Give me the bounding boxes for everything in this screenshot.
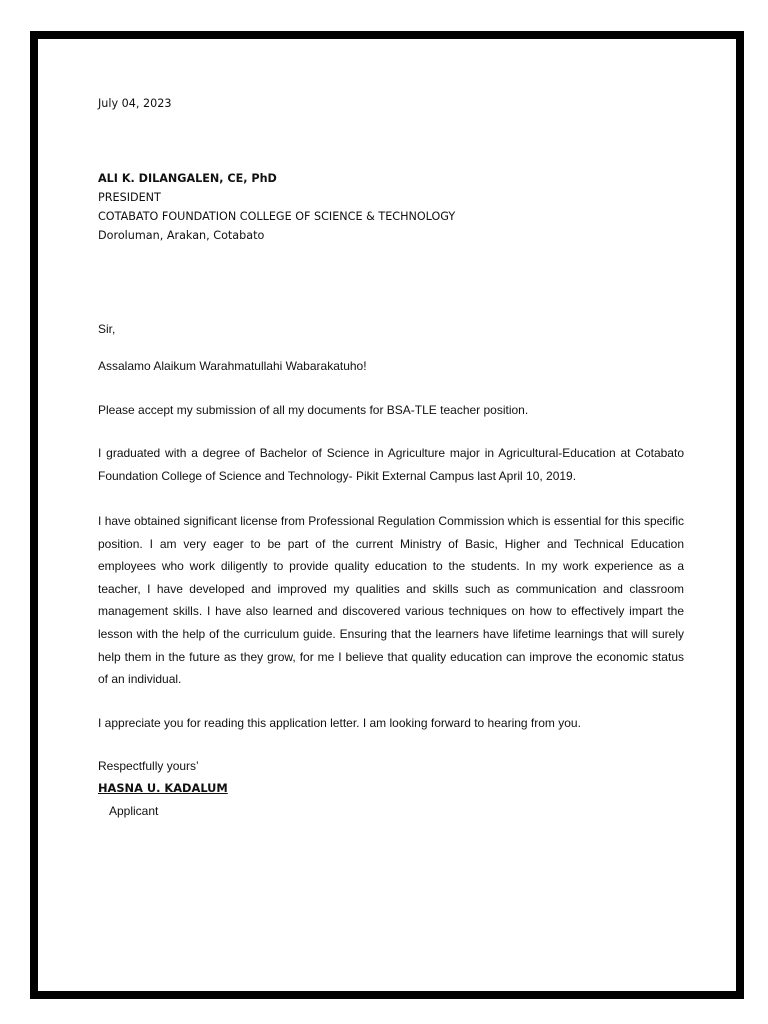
paragraph-closing: I appreciate you for reading this application letter. I am looking forward to hearing from you. xyxy=(98,716,581,730)
paragraph-submission: Please accept my submission of all my documents for BSA-TLE teacher position. xyxy=(98,403,529,417)
salutation: Sir, xyxy=(98,322,116,336)
closing-phrase: Respectfully yours’ xyxy=(98,759,199,773)
recipient-name: ALI K. DILANGALEN, CE, PhD xyxy=(98,172,277,185)
recipient-title: PRESIDENT xyxy=(98,191,161,204)
recipient-institution: COTABATO FOUNDATION COLLEGE OF SCIENCE & TECHNOLOGY xyxy=(98,210,456,223)
paragraph-education: I graduated with a degree of Bachelor of Science in Agriculture major in Agricultural-Education at Cotabato Foundation College of Science and Technology- Pikit External Campus last April 10, 2019. xyxy=(98,446,684,483)
letter-date: July 04, 2023 xyxy=(98,97,172,110)
document-frame xyxy=(30,31,744,999)
greeting: Assalamo Alaikum Warahmatullahi Wabarakatuho! xyxy=(98,359,367,373)
paragraph-experience: I have obtained significant license from Professional Regulation Commission which is essential for this specific position. I am very eager to be part of the current Ministry of Basic, Higher and Technical Education employees who work diligently to provide quality education to the students. In my work experience as a teacher, I have developed and improved my qualities and skills such as communication and classroom management skills. I have also learned and discovered various techniques on how to effectively impart the lesson with the help of the curriculum guide. Ensuring that the learners have lifetime learnings that will surely help them in the future as they grow, for me I believe that quality education can improve the economic status of an individual. xyxy=(98,514,684,687)
signatory-role: Applicant xyxy=(109,804,159,818)
recipient-address: Doroluman, Arakan, Cotabato xyxy=(98,229,265,242)
signatory-name: HASNA U. KADALUM xyxy=(98,781,228,795)
